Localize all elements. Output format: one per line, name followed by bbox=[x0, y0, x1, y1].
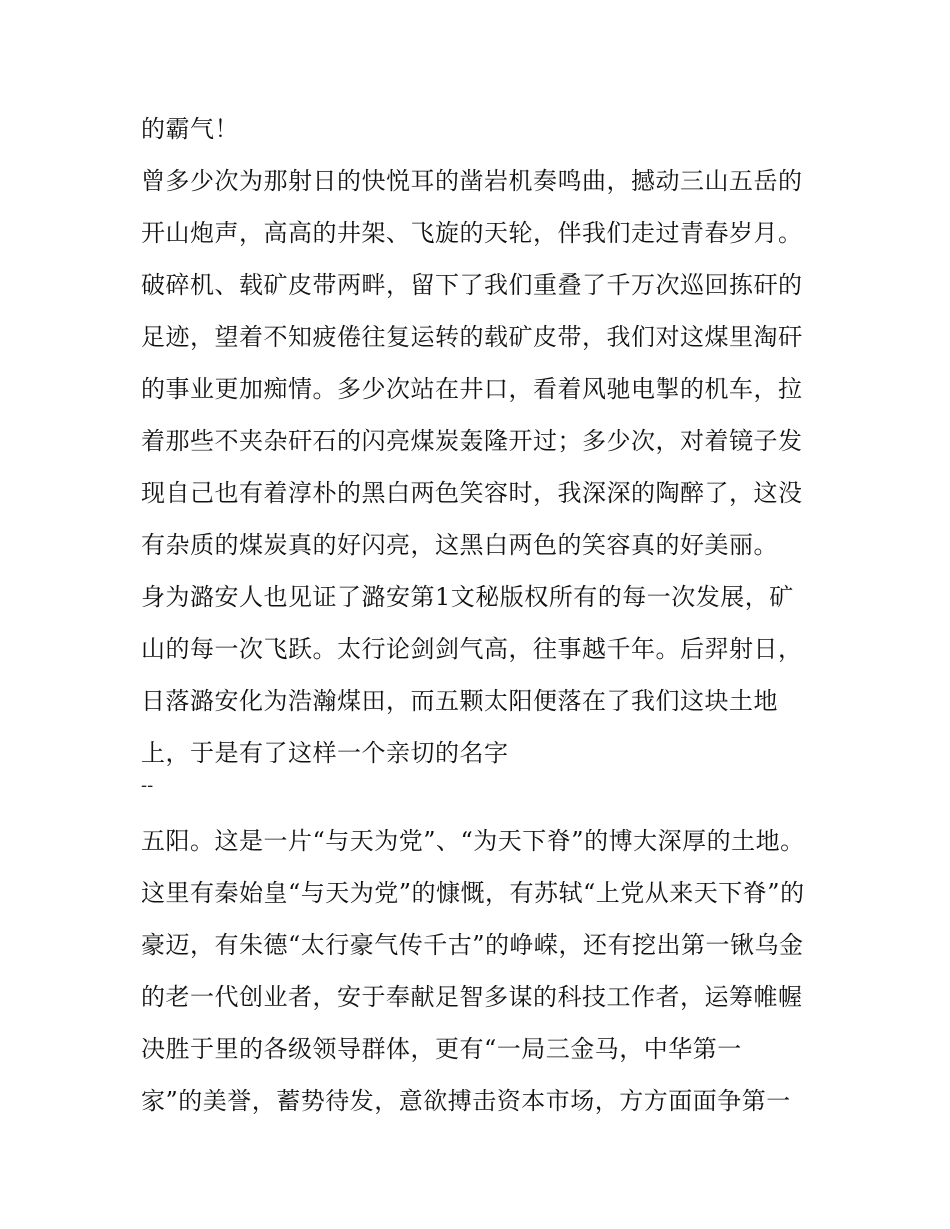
paragraph-line: 着那些不夹杂矸石的闪亮煤炭轰隆开过；多少次，对着镜子发 bbox=[141, 427, 803, 455]
paragraph-line: 的事业更加痴情。多少次站在井口，看着风驰电掣的机车，拉 bbox=[141, 375, 803, 403]
paragraph-line: 足迹，望着不知疲倦往复运转的载矿皮带，我们对这煤里淘矸 bbox=[141, 323, 803, 351]
paragraph-line: 这里有秦始皇“与天为党”的慷慨，有苏轼“上党从来天下脊”的 bbox=[141, 879, 805, 907]
paragraph-line: 身为潞安人也见证了潞安第1文秘版权所有的每一次发展，矿 bbox=[141, 583, 794, 611]
paragraph-line: 山的每一次飞跃。太行论剑剑气高，往事越千年。后羿射日， bbox=[141, 635, 803, 663]
paragraph-line: 有杂质的煤炭真的好闪亮，这黑白两色的笑容真的好美丽。 bbox=[141, 531, 778, 559]
paragraph-line: 开山炮声，高高的井架、飞旋的天轮，伴我们走过青春岁月。 bbox=[141, 219, 803, 247]
paragraph-line: 决胜于里的各级领导群体，更有“一局三金马，中华第一 bbox=[141, 1035, 742, 1063]
paragraph-line: 豪迈，有朱德“太行豪气传千古”的峥嵘，还有挖出第一锹乌金 bbox=[141, 931, 804, 959]
paragraph-line: 破碎机、载矿皮带两畔，留下了我们重叠了千万次巡回拣矸的 bbox=[141, 271, 803, 299]
paragraph-line: 现自己也有着淳朴的黑白两色笑容时，我深深的陶醉了，这没 bbox=[141, 479, 803, 507]
paragraph-line: 的老一代创业者，安于奉献足智多谋的科技工作者，运筹帷幄 bbox=[141, 983, 803, 1011]
paragraph-line: 的霸气！ bbox=[141, 115, 239, 143]
paragraph-line: 五阳。这是一片“与天为党”、“为天下脊”的博大深厚的土地。 bbox=[141, 827, 805, 855]
paragraph-line: 上，于是有了这样一个亲切的名字 bbox=[141, 739, 509, 767]
paragraph-line: 曾多少次为那射日的快悦耳的凿岩机奏鸣曲，撼动三山五岳的 bbox=[141, 167, 803, 195]
separator: -- bbox=[141, 775, 154, 796]
paragraph-line: 日落潞安化为浩瀚煤田，而五颗太阳便落在了我们这块土地 bbox=[141, 687, 778, 715]
paragraph-line: 家”的美誉，蓄势待发，意欲搏击资本市场，方方面面争第一 bbox=[141, 1087, 791, 1115]
